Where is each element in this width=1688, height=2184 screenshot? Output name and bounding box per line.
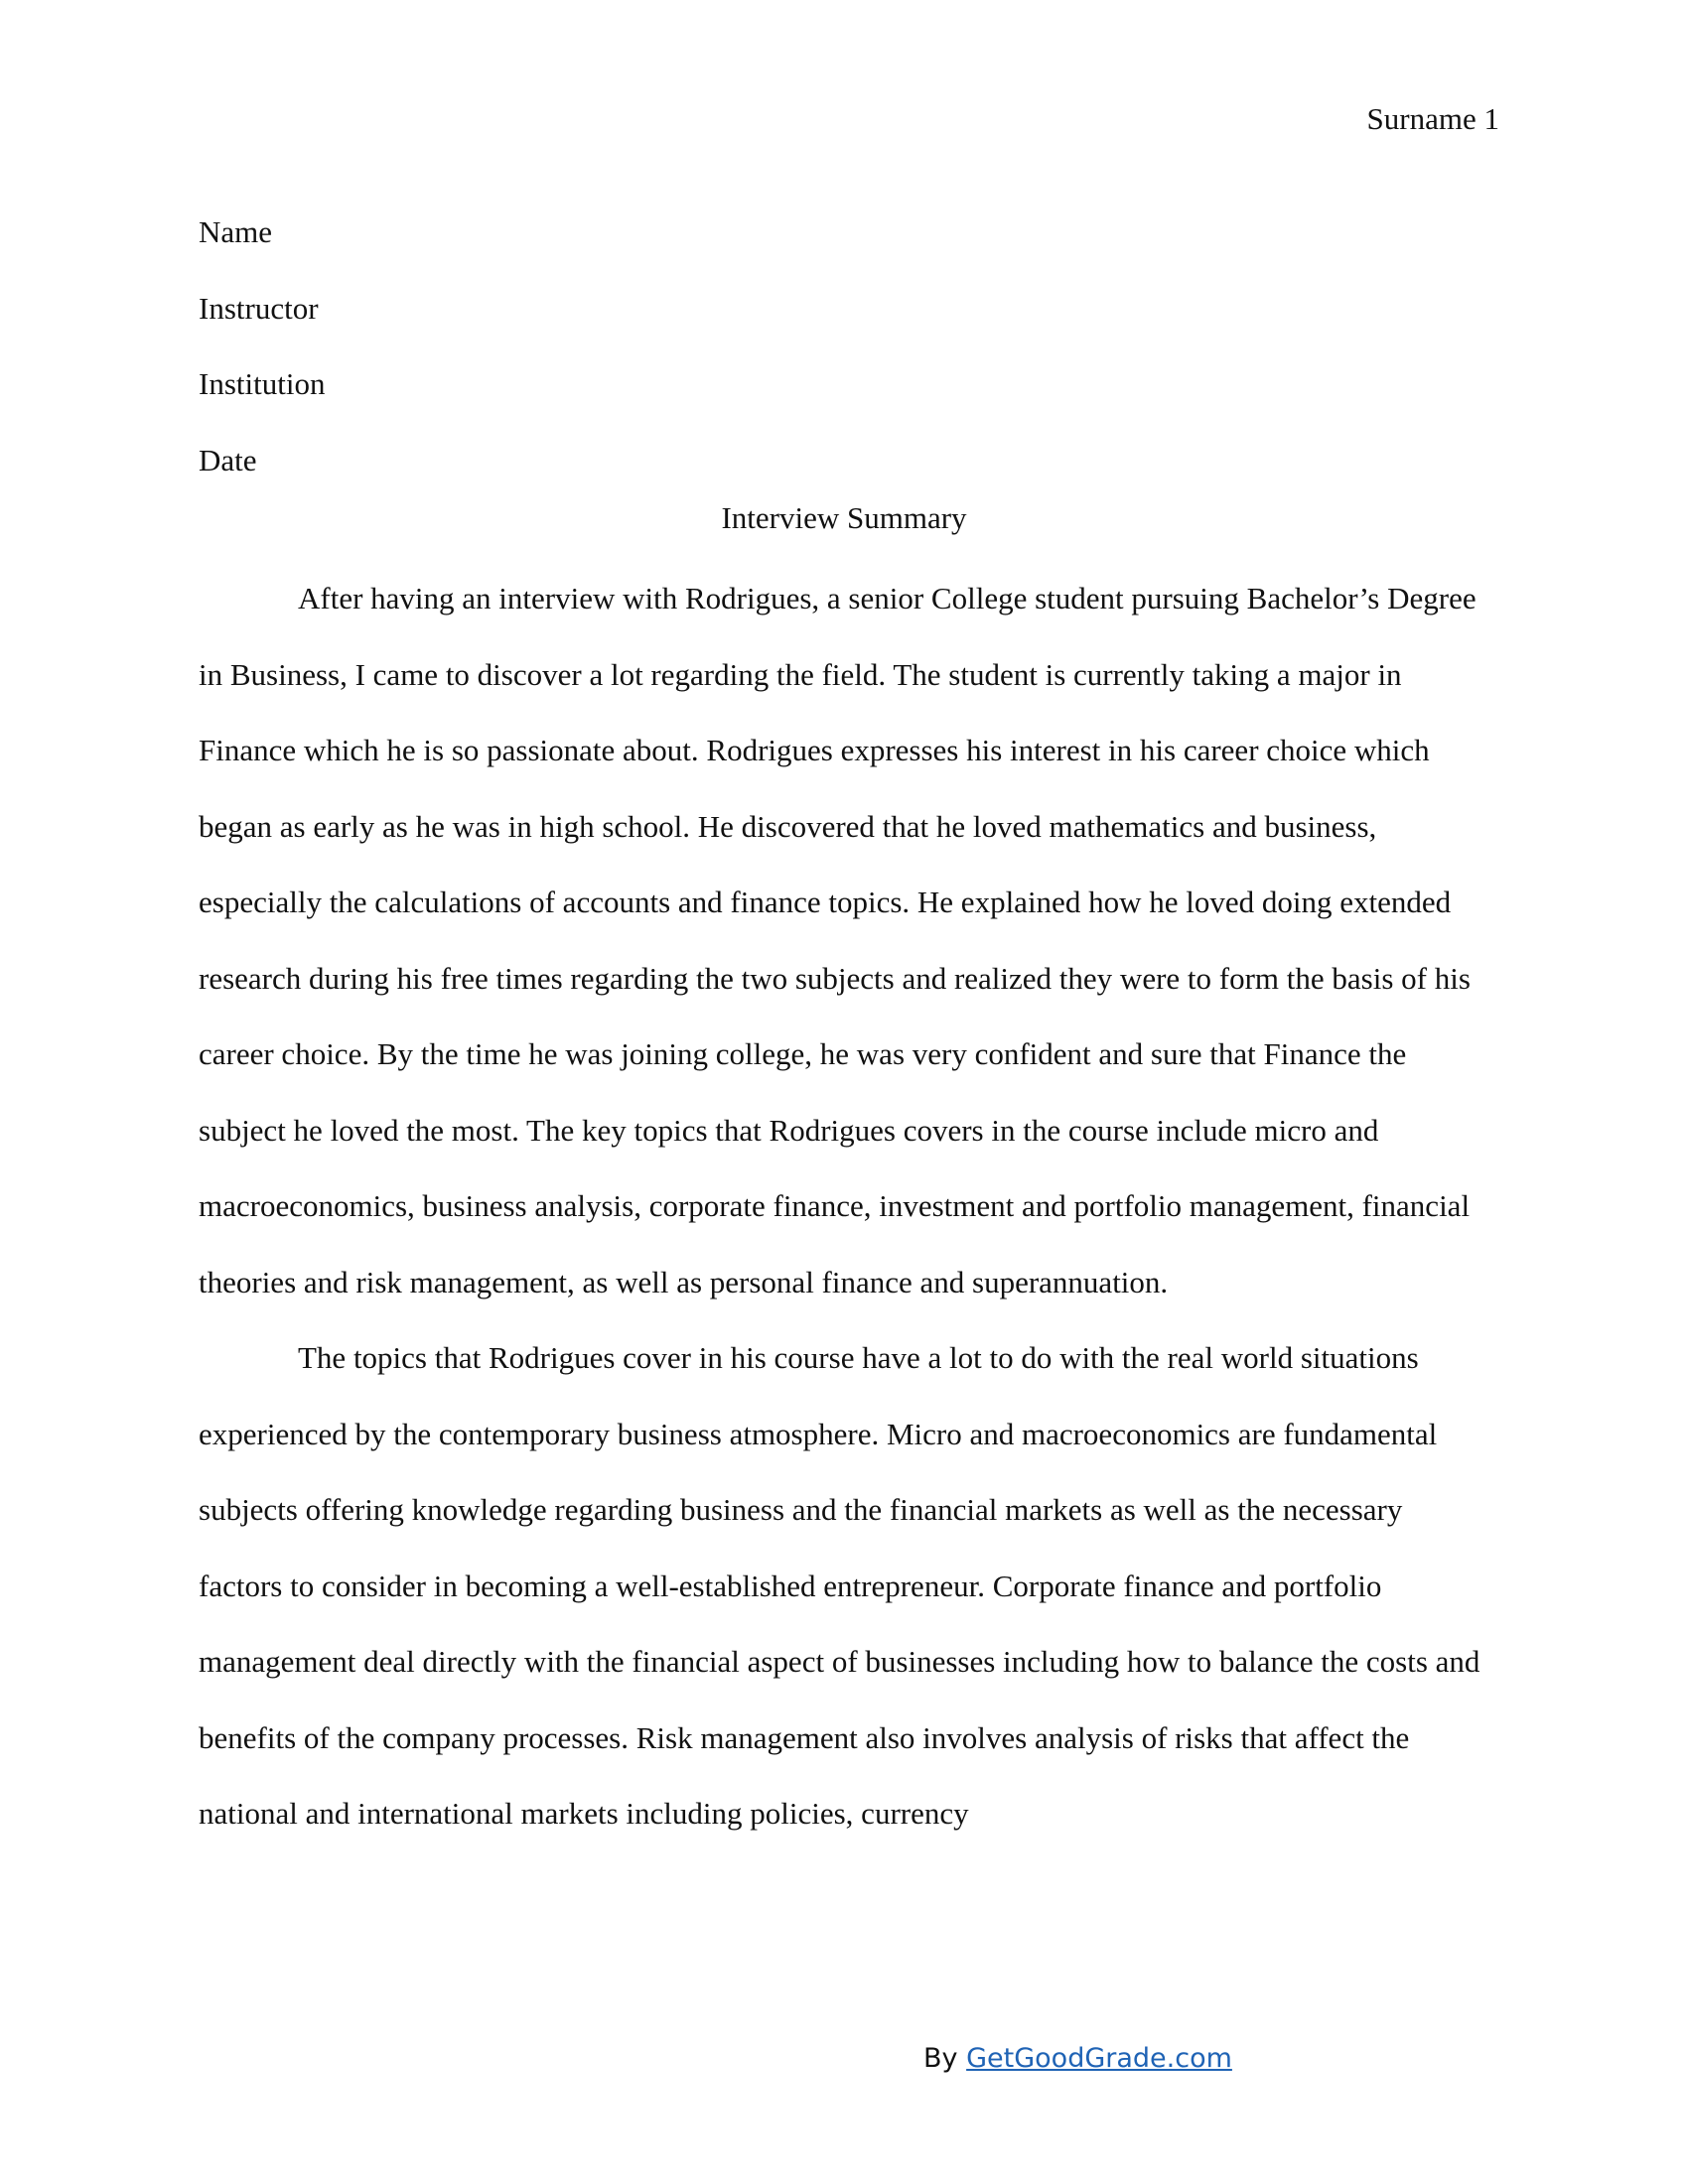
footer-prefix: By (923, 2043, 958, 2074)
heading-block (199, 195, 1489, 498)
document-date: Date (199, 442, 257, 478)
paragraph-1: After having an interview with Rodrigues, a senior College student pursuing Bachelor’s Degree in Business, I came to discover a lot regarding the field. The student is currently taking a major in Finance which he is so passionate about. Rodrigues expresses his interest in his career choice which began as early as he was in high school. He discovered that he loved mathematics and business, especially the calculations of accounts and finance topics. He explained how he loved doing extended research during his free times regarding the two subjects and realized they were to form the basis of his career choice. By the time he was joining college, he was very confident and sure that Finance the subject he loved the most. The key topics that Rodrigues covers in the course include micro and macroeconomics, business analysis, corporate finance, investment and portfolio management, financial theories and risk management, as well as personal finance and superannuation. (199, 581, 1477, 1299)
body-text (199, 561, 1489, 1852)
running-head: Surname 1 (1366, 101, 1499, 136)
paragraph-2: The topics that Rodrigues cover in his course have a lot to do with the real world situations experienced by the contemporary business atmosphere. Micro and macroeconomics are fundamental subjects offering knowledge regarding business and the financial markets as well as the necessary factors to consider in becoming a well-established entrepreneur. Corporate finance and portfolio management deal directly with the financial aspect of businesses including how to balance the costs and benefits of the company processes. Risk management also involves analysis of risks that affect the national and international markets including policies, currency (199, 1340, 1480, 1831)
student-name: Name (199, 214, 273, 249)
footer-link[interactable]: GetGoodGrade.com (966, 2043, 1232, 2074)
footer-credit (923, 2041, 1232, 2077)
instructor-name: Instructor (199, 290, 319, 326)
document-title: Interview Summary (721, 500, 967, 535)
institution-name: Institution (199, 366, 326, 401)
